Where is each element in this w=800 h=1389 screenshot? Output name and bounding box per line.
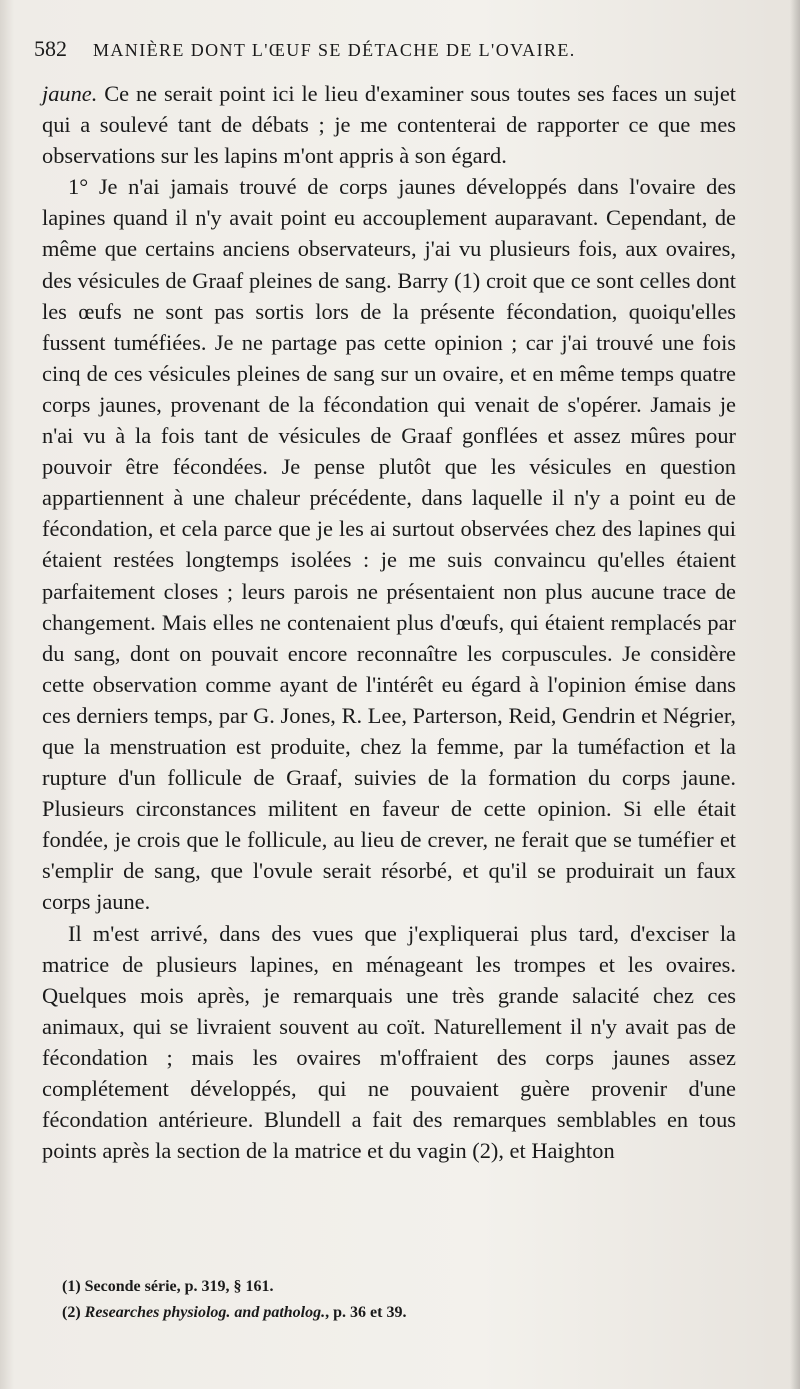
footnote-2-prefix: (2) [62, 1304, 85, 1321]
paragraph-1-text: Ce ne serait point ici le lieu d'examiner sous toutes ses faces un sujet qui a soulevé tant de débats ; je me contenterai de rapporter ce que mes observations sur les lapins m'ont appris à son égard. [42, 81, 736, 169]
footnote-2-title: Researches physiolog. and patholog. [84, 1304, 326, 1321]
footnotes [62, 1274, 742, 1326]
footnote-1: (1) Seconde série, p. 319, § 161. [62, 1278, 274, 1295]
page-header [34, 36, 754, 62]
page-spine-shadow [790, 0, 800, 1389]
page-number: 582 [34, 36, 67, 61]
paragraph-2: 1° Je n'ai jamais trouvé de corps jaunes développés dans l'ovaire des lapines quand il n'y avait point eu accouplement auparavant. Cependant, de même que certains anciens observateurs, j'ai vu plusieurs fois, aux ovaires, des vésicules de Graaf pleines de sang. Barry (1) croit que ce sont celles dont les œufs ne sont pas sortis lors de la présente fécondation, quoiqu'elles fussent tuméfiées. Je ne partage pas cette opinion ; car j'ai trouvé une fois cinq de ces vésicules pleines de sang sur un ovaire, et en même temps quatre corps jaunes, provenant de la fécondation qui venait de s'opérer. Jamais je n'ai vu à la fois tant de vésicules de Graaf gonflées et assez mûres pour pouvoir être fécondées. Je pense plutôt que les vésicules en question appartiennent à une chaleur précédente, dans laquelle il n'y a point eu de fécondation, et cela parce que je les ai surtout observées chez des lapines qui étaient restées longtemps isolées : je me suis convaincu qu'elles étaient parfaitement closes ; leurs parois ne présentaient non plus aucune trace de changement. Mais elles ne contenaient plus d'œufs, qui étaient remplacés par du sang, dont on pouvait encore reconnaître les corpuscules. Je considère cette observation comme ayant de l'intérêt eu égard à l'opinion émise dans ces derniers temps, par G. Jones, R. Lee, Parterson, Reid, Gendrin et Négrier, que la menstruation est produite, chez la femme, par la tuméfaction et la rupture d'un follicule de Graaf, suivies de la formation du corps jaune. Plusieurs circonstances militent en faveur de cette opinion. Si elle était fondée, je crois que le follicule, au lieu de crever, ne ferait que se tuméfier et s'emplir de sang, que l'ovule serait résorbé, et qu'il se produirait un faux corps jaune. [42, 174, 736, 915]
body-text [42, 78, 736, 1166]
footnote-2 [62, 1300, 742, 1326]
paragraph-1 [42, 78, 736, 171]
running-title: MANIÈRE DONT L'ŒUF SE DÉTACHE DE L'OVAIRE. [93, 40, 576, 60]
paragraph-3: Il m'est arrivé, dans des vues que j'expliquerai plus tard, d'exciser la matrice de plusieurs lapines, en ménageant les trompes et les ovaires. Quelques mois après, je remarquais une très grande salacité chez ces animaux, qui se livraient souvent au coït. Naturellement il n'y avait pas de fécondation ; mais les ovaires m'offraient des corps jaunes assez complétement développés, qui ne pouvaient guère provenir d'une fécondation antérieure. Blundell a fait des remarques semblables en tous points après la section de la matrice et du vagin (2), et Haighton [42, 920, 736, 1164]
paragraph-1-italic: jaune. [42, 81, 98, 106]
footnote-2-suffix: , p. 36 et 39. [325, 1304, 407, 1321]
